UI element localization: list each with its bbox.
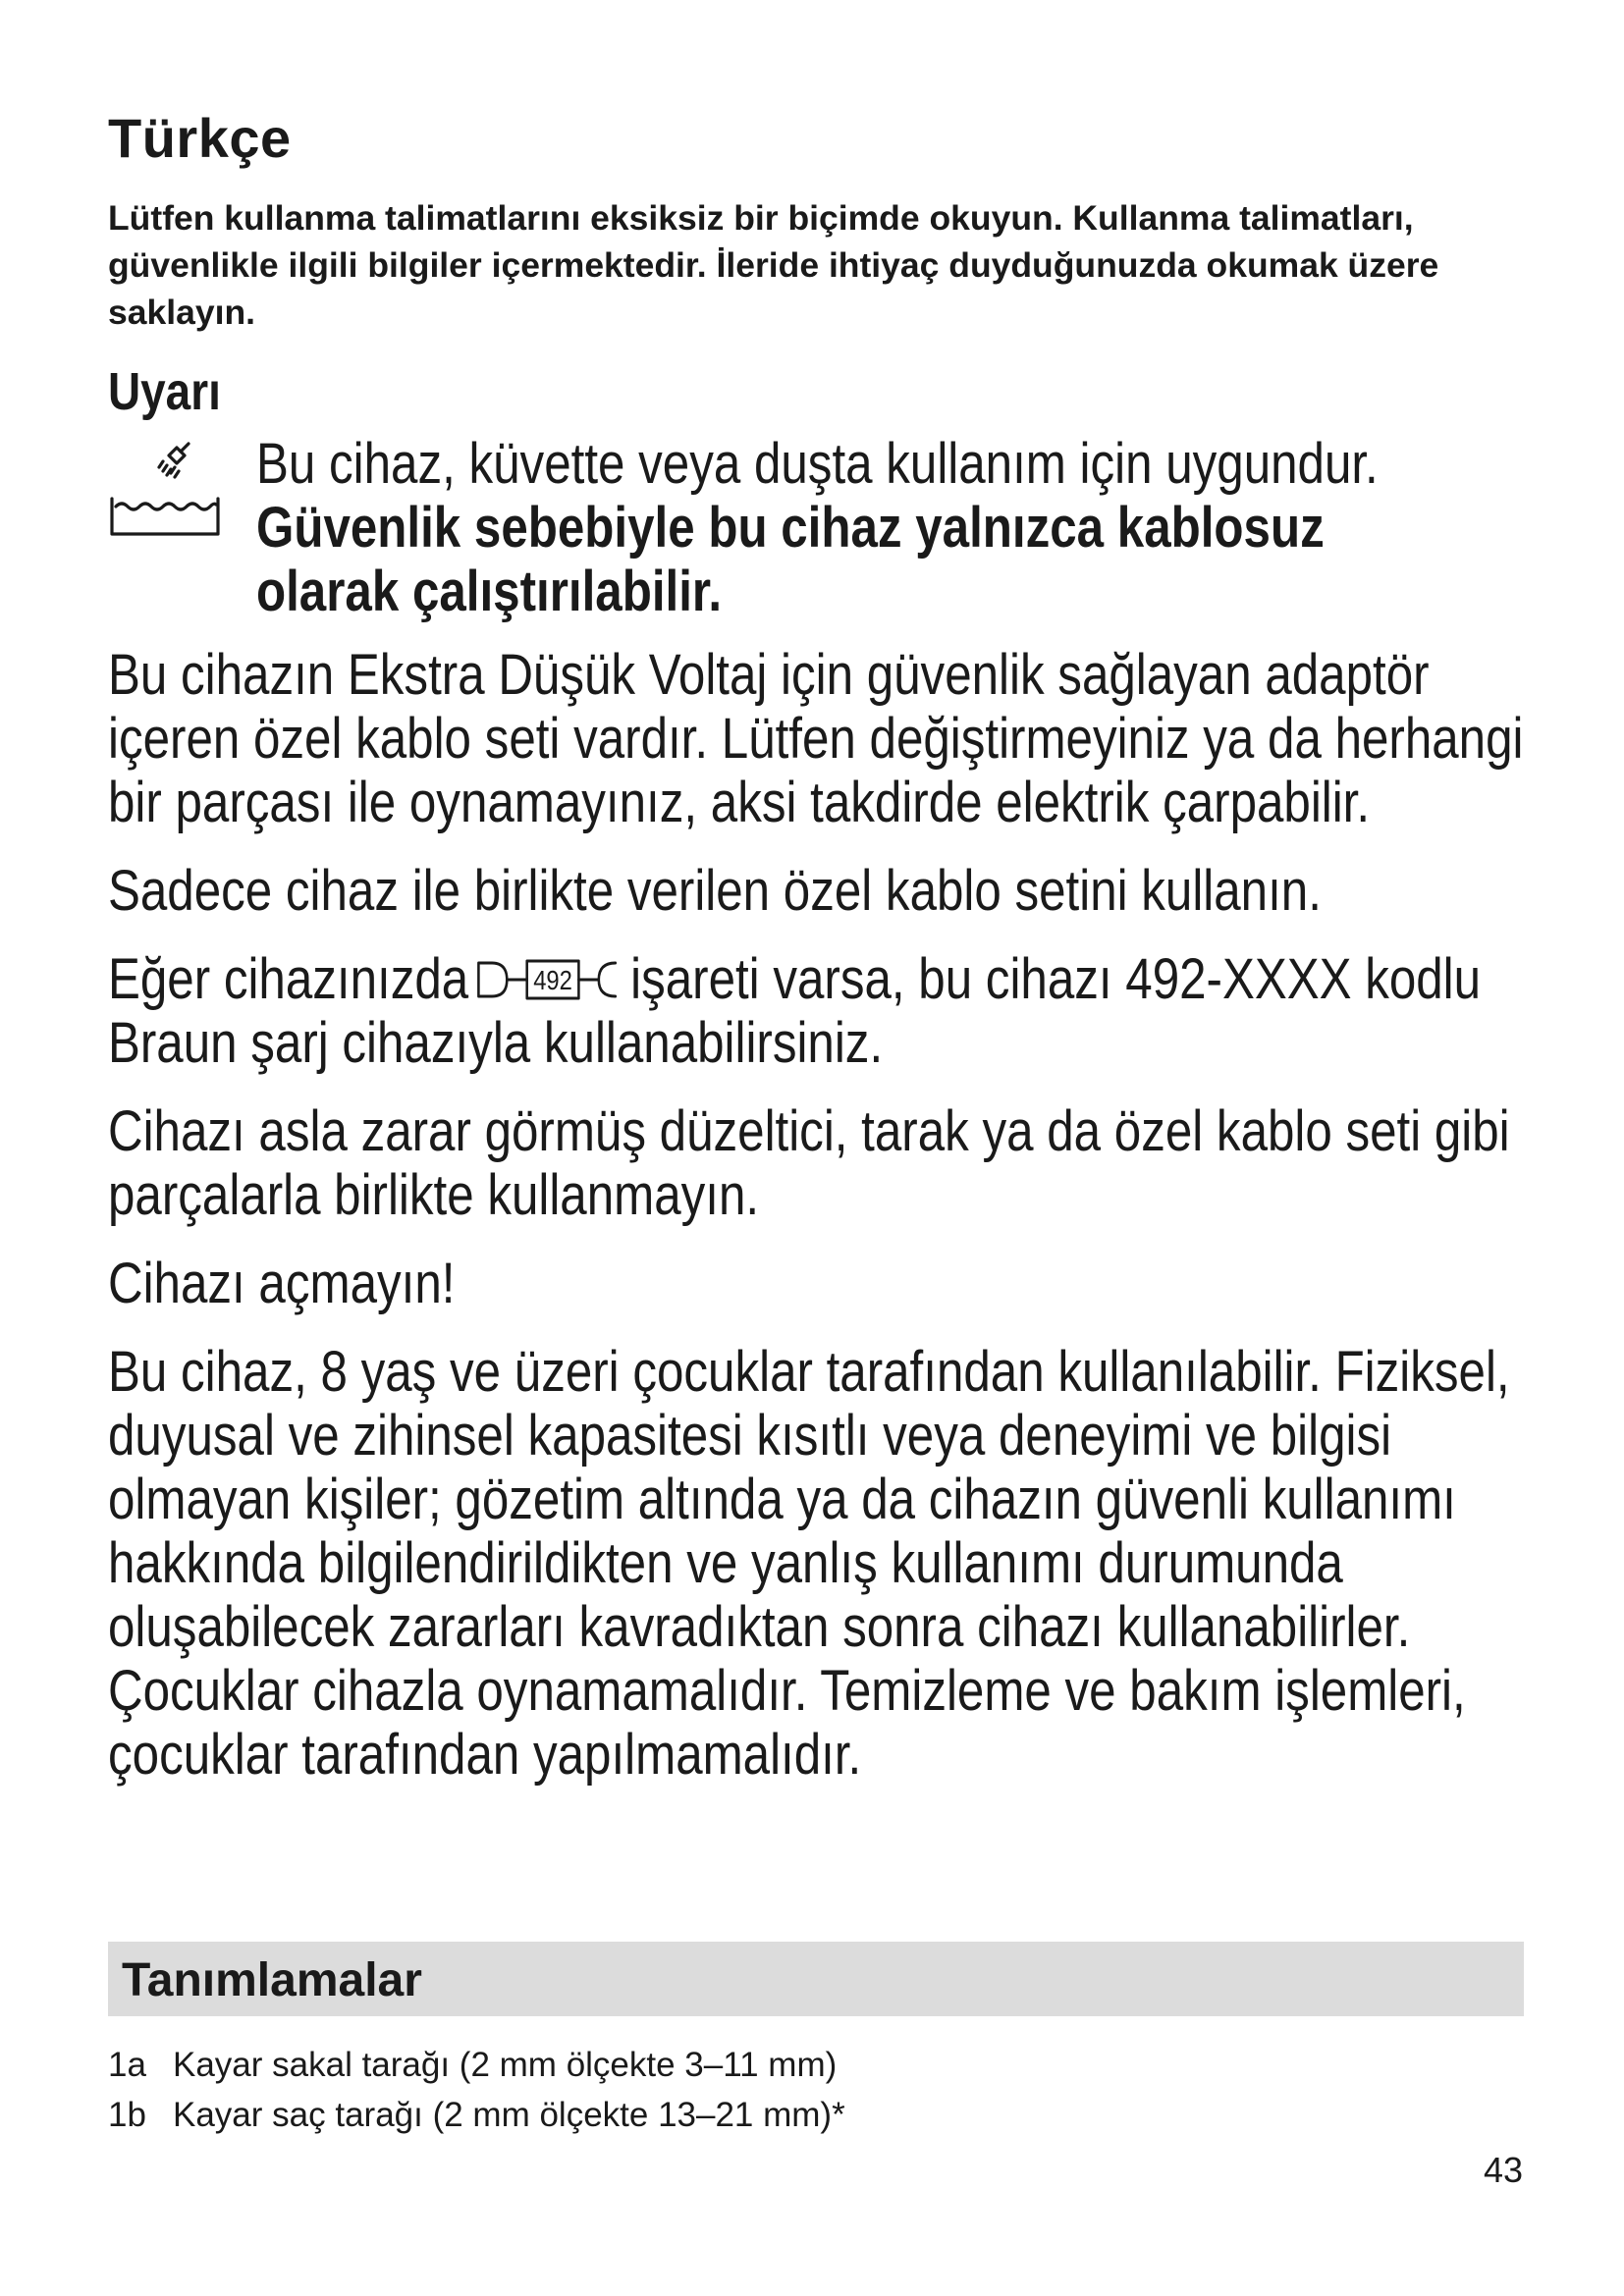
definition-number: 1a xyxy=(108,2046,146,2084)
charger-plug-icon xyxy=(473,953,623,1006)
definition-text: Kayar sakal tarağı (2 mm ölçekte 3–11 mm) xyxy=(173,2046,838,2084)
paragraph-damaged-parts: Cihazı asla zarar görmüş düzeltici, tarak ya da özel kablo seti gibi parçalarla birlikte kullanmayın. xyxy=(108,1099,1510,1227)
bath-shower-icon xyxy=(108,442,222,540)
paragraph-do-not-open: Cihazı açmayın! xyxy=(108,1252,456,1315)
warning-heading: Uyarı xyxy=(108,362,221,421)
paragraph-cable-set: Bu cihazın Ekstra Düşük Voltaj için güvenlik sağlayan adaptör içeren özel kablo seti vardır. Lütfen değiştirmeyiniz ya da herhangi bir parçası ile oynamayınız, aksi takdirde elektrik çarpabilir. xyxy=(108,643,1524,834)
page-number: 43 xyxy=(1483,2150,1523,2190)
definitions-list xyxy=(108,2040,1483,2140)
charger-text-after: işareti varsa, bu cihazı 492-XXXX kodlu Braun şarj cihazıyla kullanabilirsiniz. xyxy=(108,947,1482,1075)
charger-symbol-label: 492 xyxy=(533,964,572,996)
definitions-header xyxy=(108,1942,1524,2016)
body-text xyxy=(108,643,1527,1811)
warning-line-2: Güvenlik sebebiyle bu cihaz yalnızca kablosuz olarak çalıştırılabilir. xyxy=(256,496,1325,623)
warning-line-1: Bu cihaz, küvette veya duşta kullanım için uygundur. xyxy=(256,432,1379,496)
language-heading: Türkçe xyxy=(108,107,292,169)
definition-item xyxy=(108,2040,1483,2090)
paragraph-use-cable: Sadece cihaz ile birlikte verilen özel kablo setini kullanın. xyxy=(108,859,1322,923)
intro-notice: Lütfen kullanma talimatlarını eksiksiz bir biçimde okuyun. Kullanma talimatları, güvenlikle ilgili bilgiler içermektedir. İleride ihtiyaç duyduğunuzda okumak üzere saklayın. xyxy=(108,198,1439,332)
charger-text-before: Eğer cihazınızda xyxy=(108,947,469,1011)
definition-item xyxy=(108,2090,1483,2140)
definitions-title: Tanımlamalar xyxy=(122,1954,422,2006)
paragraph-children: Bu cihaz, 8 yaş ve üzeri çocuklar tarafından kullanılabilir. Fiziksel, duyusal ve zihinsel kapasitesi kısıtlı veya deneyimi ve bilgisi olmayan kişiler; gözetim altında ya da cihazın güvenli kullanımı hakkında bilgilendirildikten ve yanlış kullanımı durumunda oluşabilecek zararları kavradıktan sonra cihazı kullanabilirler. Çocuklar cihazla oynamamalıdır. Temizleme ve bakım işlemleri, çocuklar tarafından yapılmamalıdır. xyxy=(108,1340,1510,1787)
definition-text: Kayar saç tarağı (2 mm ölçekte 13–21 mm)* xyxy=(173,2096,845,2134)
paragraph-charger xyxy=(108,947,1527,1075)
definition-number: 1b xyxy=(108,2096,146,2134)
warning-text xyxy=(256,432,1425,623)
